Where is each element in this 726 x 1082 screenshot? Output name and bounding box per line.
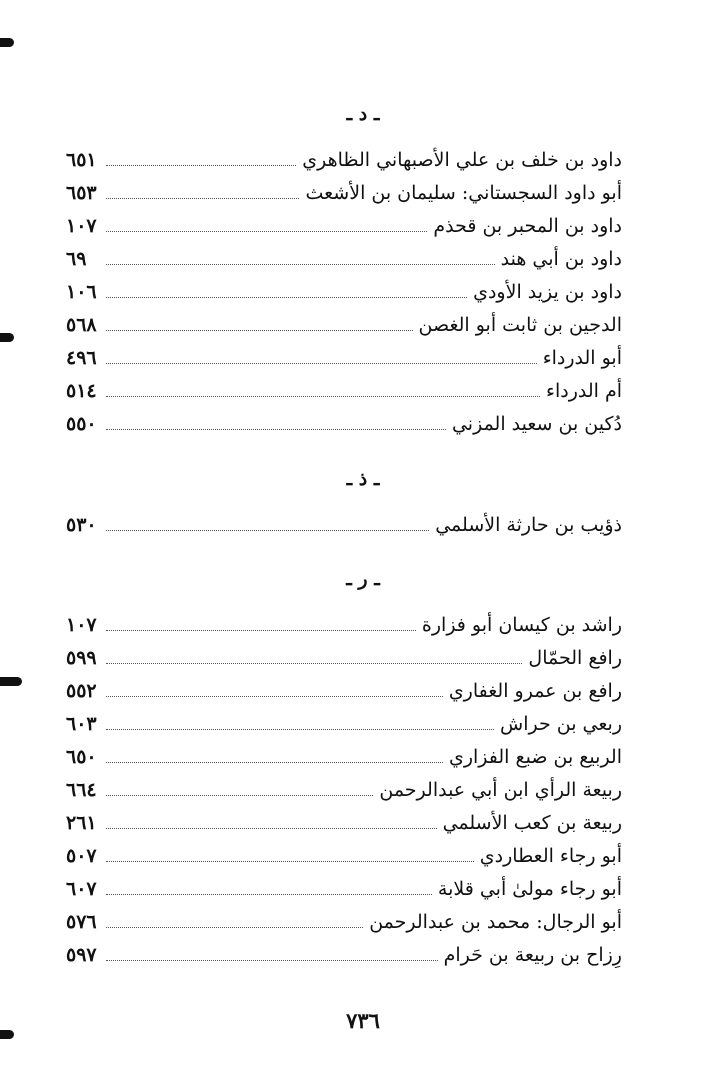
entry-page-number: ٦٠٧	[66, 878, 97, 900]
section-header-dal: ـ د ـ	[346, 103, 380, 125]
entry-page-number: ٥٥٢	[66, 680, 97, 702]
entry-page-number: ٢٦١	[66, 812, 97, 834]
leader-dots	[106, 729, 494, 730]
entry-name: أم الدرداء	[546, 380, 622, 402]
entry-name: ربعي بن حراش	[500, 713, 622, 735]
entry-name: ربيعة بن كعب الأسلمي	[442, 812, 622, 834]
leader-dots	[106, 396, 540, 397]
leader-dots	[106, 165, 296, 166]
leader-dots	[106, 861, 474, 862]
index-entry	[66, 244, 622, 274]
index-entry	[66, 841, 622, 871]
entry-name: ذؤيب بن حارثة الأسلمي	[435, 514, 622, 536]
leader-dots	[106, 795, 373, 796]
leader-dots	[106, 696, 443, 697]
index-entry	[66, 145, 622, 175]
scan-edge-mark	[0, 333, 14, 342]
index-entry	[66, 610, 622, 640]
entry-name: أبو رجاء مولىٰ أبي قلابة	[437, 878, 622, 900]
leader-dots	[106, 960, 438, 961]
leader-dots	[106, 330, 413, 331]
index-entry	[66, 907, 622, 937]
entry-name: راشد بن كيسان أبو فزارة	[421, 614, 622, 636]
index-entry	[66, 178, 622, 208]
leader-dots	[106, 231, 427, 232]
entry-page-number: ٥٩٧	[66, 944, 97, 966]
index-entry	[66, 676, 622, 706]
index-entry	[66, 343, 622, 373]
leader-dots	[106, 198, 299, 199]
index-entry	[66, 775, 622, 805]
entry-name: دُكين بن سعيد المزني	[451, 413, 622, 435]
entry-page-number: ٥١٤	[66, 380, 97, 402]
entry-name: رافع بن عمرو الغفاري	[448, 680, 622, 702]
entry-page-number: ٦٥٠	[66, 746, 97, 768]
page-number: ٧٣٦	[346, 1008, 380, 1033]
entry-name: ربيعة الرأي ابن أبي عبدالرحمن	[379, 779, 622, 801]
entry-name: أبو داود السجستاني: سليمان بن الأشعث	[305, 182, 622, 204]
index-entry	[66, 277, 622, 307]
entry-name: داود بن المحبر بن قحذم	[433, 215, 622, 237]
leader-dots	[106, 663, 522, 664]
entry-name: أبو رجاء العطاردي	[479, 845, 622, 867]
entry-page-number: ٦٩	[66, 248, 87, 270]
entry-page-number: ٥٦٨	[66, 314, 97, 336]
entry-name: رافع الحمّال	[528, 647, 622, 669]
leader-dots	[106, 828, 437, 829]
entry-page-number: ٦٥٣	[66, 182, 97, 204]
entry-name: أبو الرجال: محمد بن عبدالرحمن	[369, 911, 622, 933]
section-header-ra: ـ ر ـ	[346, 568, 380, 590]
entry-page-number: ١٠٧	[66, 215, 97, 237]
leader-dots	[106, 297, 467, 298]
index-entry	[66, 409, 622, 439]
entry-name: رِزاح بن ربيعة بن حَرام	[443, 944, 622, 966]
index-entry	[66, 643, 622, 673]
index-entry	[66, 709, 622, 739]
leader-dots	[106, 927, 363, 928]
leader-dots	[106, 530, 429, 531]
index-entry	[66, 874, 622, 904]
entry-page-number: ٥٩٩	[66, 647, 97, 669]
entry-name: داود بن يزيد الأودي	[473, 281, 622, 303]
entry-name: أبو الدرداء	[542, 347, 622, 369]
entry-page-number: ٥٣٠	[66, 514, 97, 536]
scan-edge-mark	[0, 677, 22, 686]
entry-name: داود بن أبي هند	[500, 248, 622, 270]
entry-page-number: ٦٦٤	[66, 779, 97, 801]
leader-dots	[106, 630, 416, 631]
entry-page-number: ٥٥٠	[66, 413, 97, 435]
leader-dots	[106, 363, 537, 364]
entry-name: داود بن خلف بن علي الأصبهاني الظاهري	[302, 149, 622, 171]
index-entry	[66, 940, 622, 970]
section-header-thal: ـ ذ ـ	[346, 468, 380, 490]
entry-name: الربيع بن ضبع الفزاري	[448, 746, 622, 768]
index-entry	[66, 211, 622, 241]
entry-page-number: ٦٠٣	[66, 713, 97, 735]
entry-page-number: ٥٠٧	[66, 845, 97, 867]
entry-page-number: ٦٥١	[66, 149, 97, 171]
index-entry	[66, 808, 622, 838]
leader-dots	[106, 264, 495, 265]
index-entry	[66, 510, 622, 540]
leader-dots	[106, 894, 432, 895]
index-entry	[66, 310, 622, 340]
scan-edge-mark	[0, 38, 14, 47]
entry-page-number: ١٠٧	[66, 614, 97, 636]
entry-page-number: ٥٧٦	[66, 911, 97, 933]
index-entry	[66, 376, 622, 406]
index-entry	[66, 742, 622, 772]
leader-dots	[106, 762, 443, 763]
leader-dots	[106, 429, 446, 430]
entry-name: الدجين بن ثابت أبو الغصن	[418, 314, 622, 336]
entry-page-number: ٤٩٦	[66, 347, 97, 369]
entry-page-number: ١٠٦	[66, 281, 97, 303]
